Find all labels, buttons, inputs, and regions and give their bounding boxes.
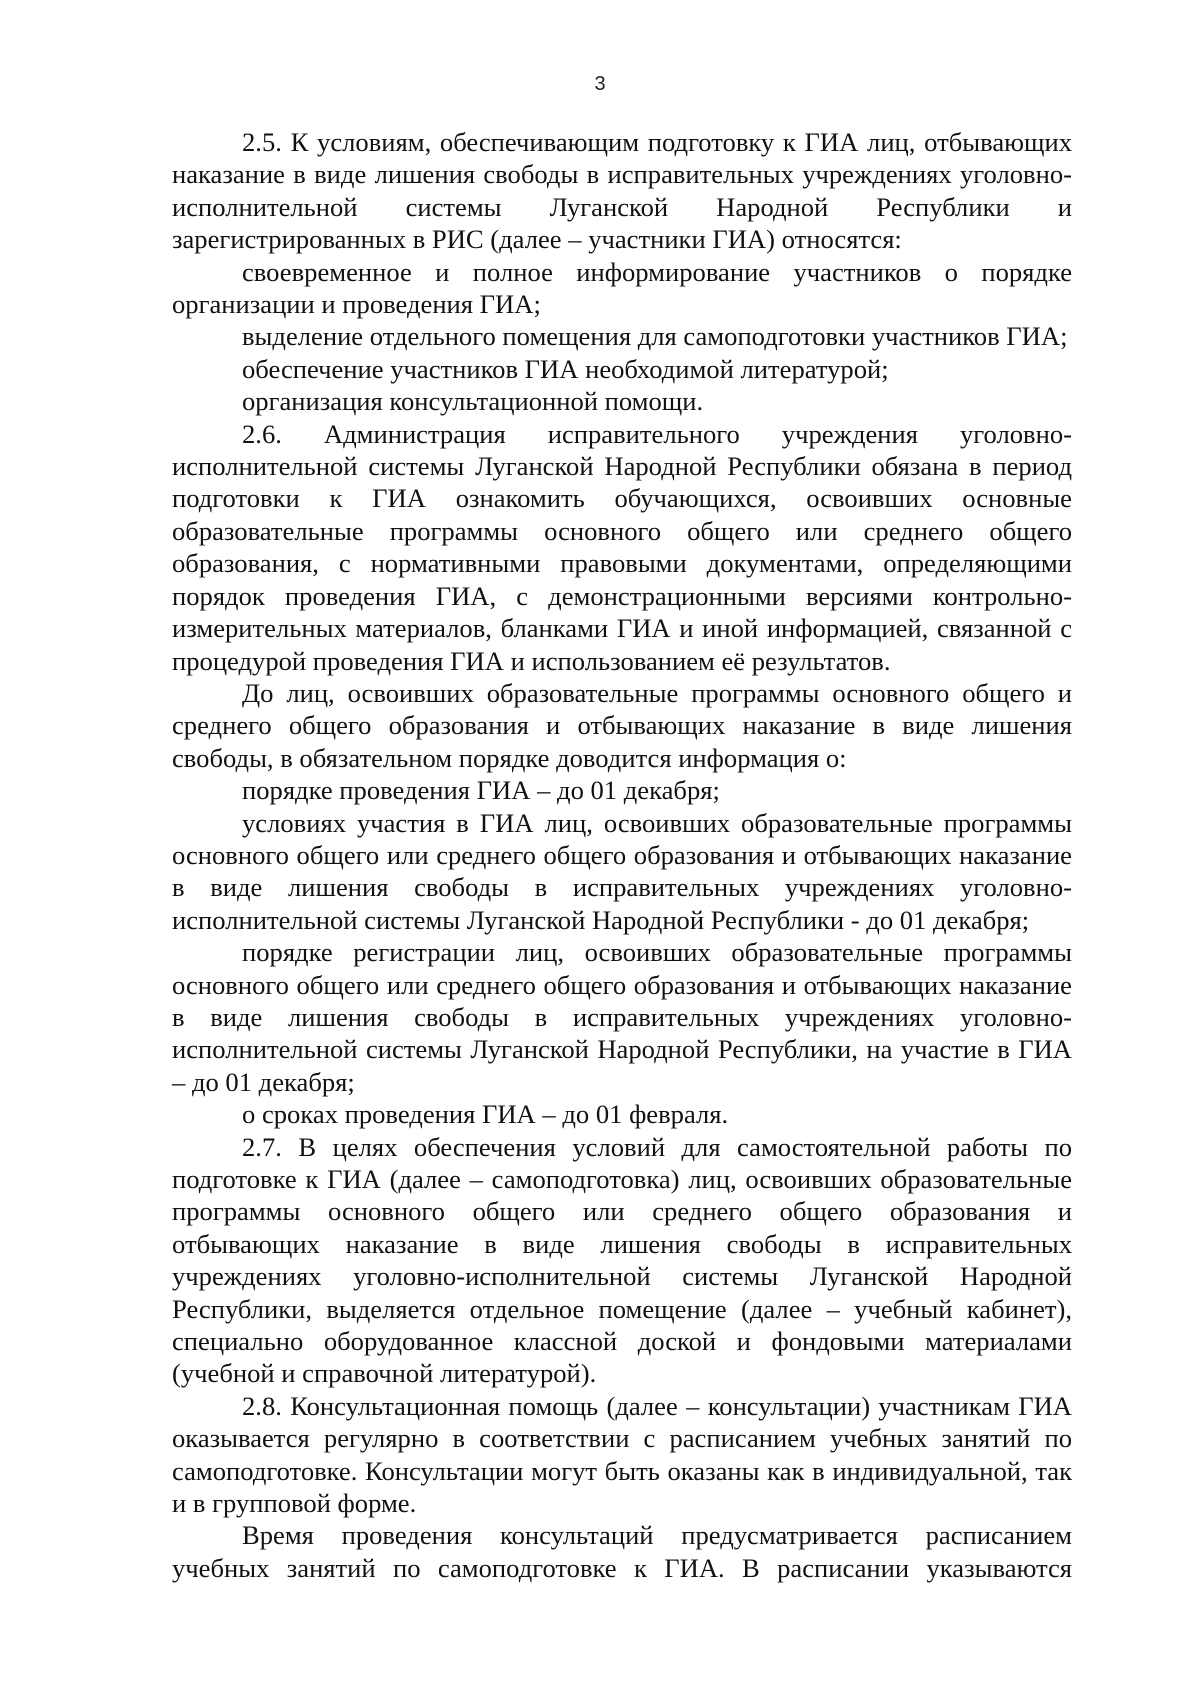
page-number: 3 [594, 73, 606, 95]
paragraph-2-8: 2.8. Консультационная помощь (далее – консультации) участникам ГИА оказывается регулярно в соответствии с расписанием учебных занятий по самоподготовке. Консультации могут быть оказаны как в индивидуальной, так и в групповой форме. [172, 1390, 1072, 1519]
list-item-conditions: условиях участия в ГИА лиц, освоивших образовательные программы основного общего или среднего общего образования и отбывающих наказание в виде лишения свободы в исправительных учреждениях уголовно-исполнительной системы Луганской Народной Республики - до 01 декабря; [172, 807, 1072, 935]
paragraph-2-5: 2.5. К условиям, обеспечивающим подготовку к ГИА лиц, отбывающих наказание в виде лишения свободы в исправительных учреждениях уголовно-исполнительной системы Луганской Народной Республики и зарегистрированных в РИС (далее – участники ГИА) относятся: [172, 127, 1072, 255]
list-item-registration: порядке регистрации лиц, освоивших образовательные программы основного общего или среднего общего образования и отбывающих наказание в виде лишения свободы в исправительных учреждениях уголовно-исполнительной системы Луганской Народной Республики, на участие в ГИА – до 01 декабря; [172, 937, 1072, 1097]
list-item-informing: своевременное и полное информирование участников о порядке организации и проведения ГИА; [172, 256, 1072, 320]
paragraph-information-intro: До лиц, освоивших образовательные программы основного общего и среднего общего образования и отбывающих наказание в виде лишения свободы, в обязательном порядке доводится информация о: [172, 677, 1072, 773]
list-item-dates: о сроках проведения ГИА – до 01 февраля. [242, 1099, 729, 1130]
list-item-separate-room: выделение отдельного помещения для самоподготовки участников ГИА; [242, 321, 1068, 352]
list-item-procedure: порядке проведения ГИА – до 01 декабря; [242, 775, 720, 806]
paragraph-consultation-time: Время проведения консультаций предусматривается расписанием учебных занятий по самоподготовке к ГИА. В расписании указываются [172, 1520, 1072, 1583]
paragraph-2-6: 2.6. Администрация исправительного учреждения уголовно-исполнительной системы Луганской Народной Республики обязана в период подготовки к ГИА ознакомить обучающихся, освоивших основные образовательные программы основного общего или среднего общего образования, с нормативными правовыми документами, определяющими порядок проведения ГИА, с демонстрационными версиями контрольно-измерительных материалов, бланками ГИА и иной информацией, связанной с процедурой проведения ГИА и использованием её результатов. [172, 418, 1072, 676]
document-body [172, 126, 1072, 1584]
list-item-consultation: организация консультационной помощи. [242, 386, 704, 417]
list-item-literature: обеспечение участников ГИА необходимой литературой; [242, 353, 889, 384]
paragraph-2-7: 2.7. В целях обеспечения условий для самостоятельной работы по подготовке к ГИА (далее – самоподготовка) лиц, освоивших образовательные программы основного общего или среднего общего образования и отбывающих наказание в виде лишения свободы в исправительных учреждениях уголовно-исполнительной системы Луганской Народной Республики, выделяется отдельное помещение (далее – учебный кабинет), специально оборудованное классной доской и фондовыми материалами (учебной и справочной литературой). [172, 1131, 1072, 1389]
